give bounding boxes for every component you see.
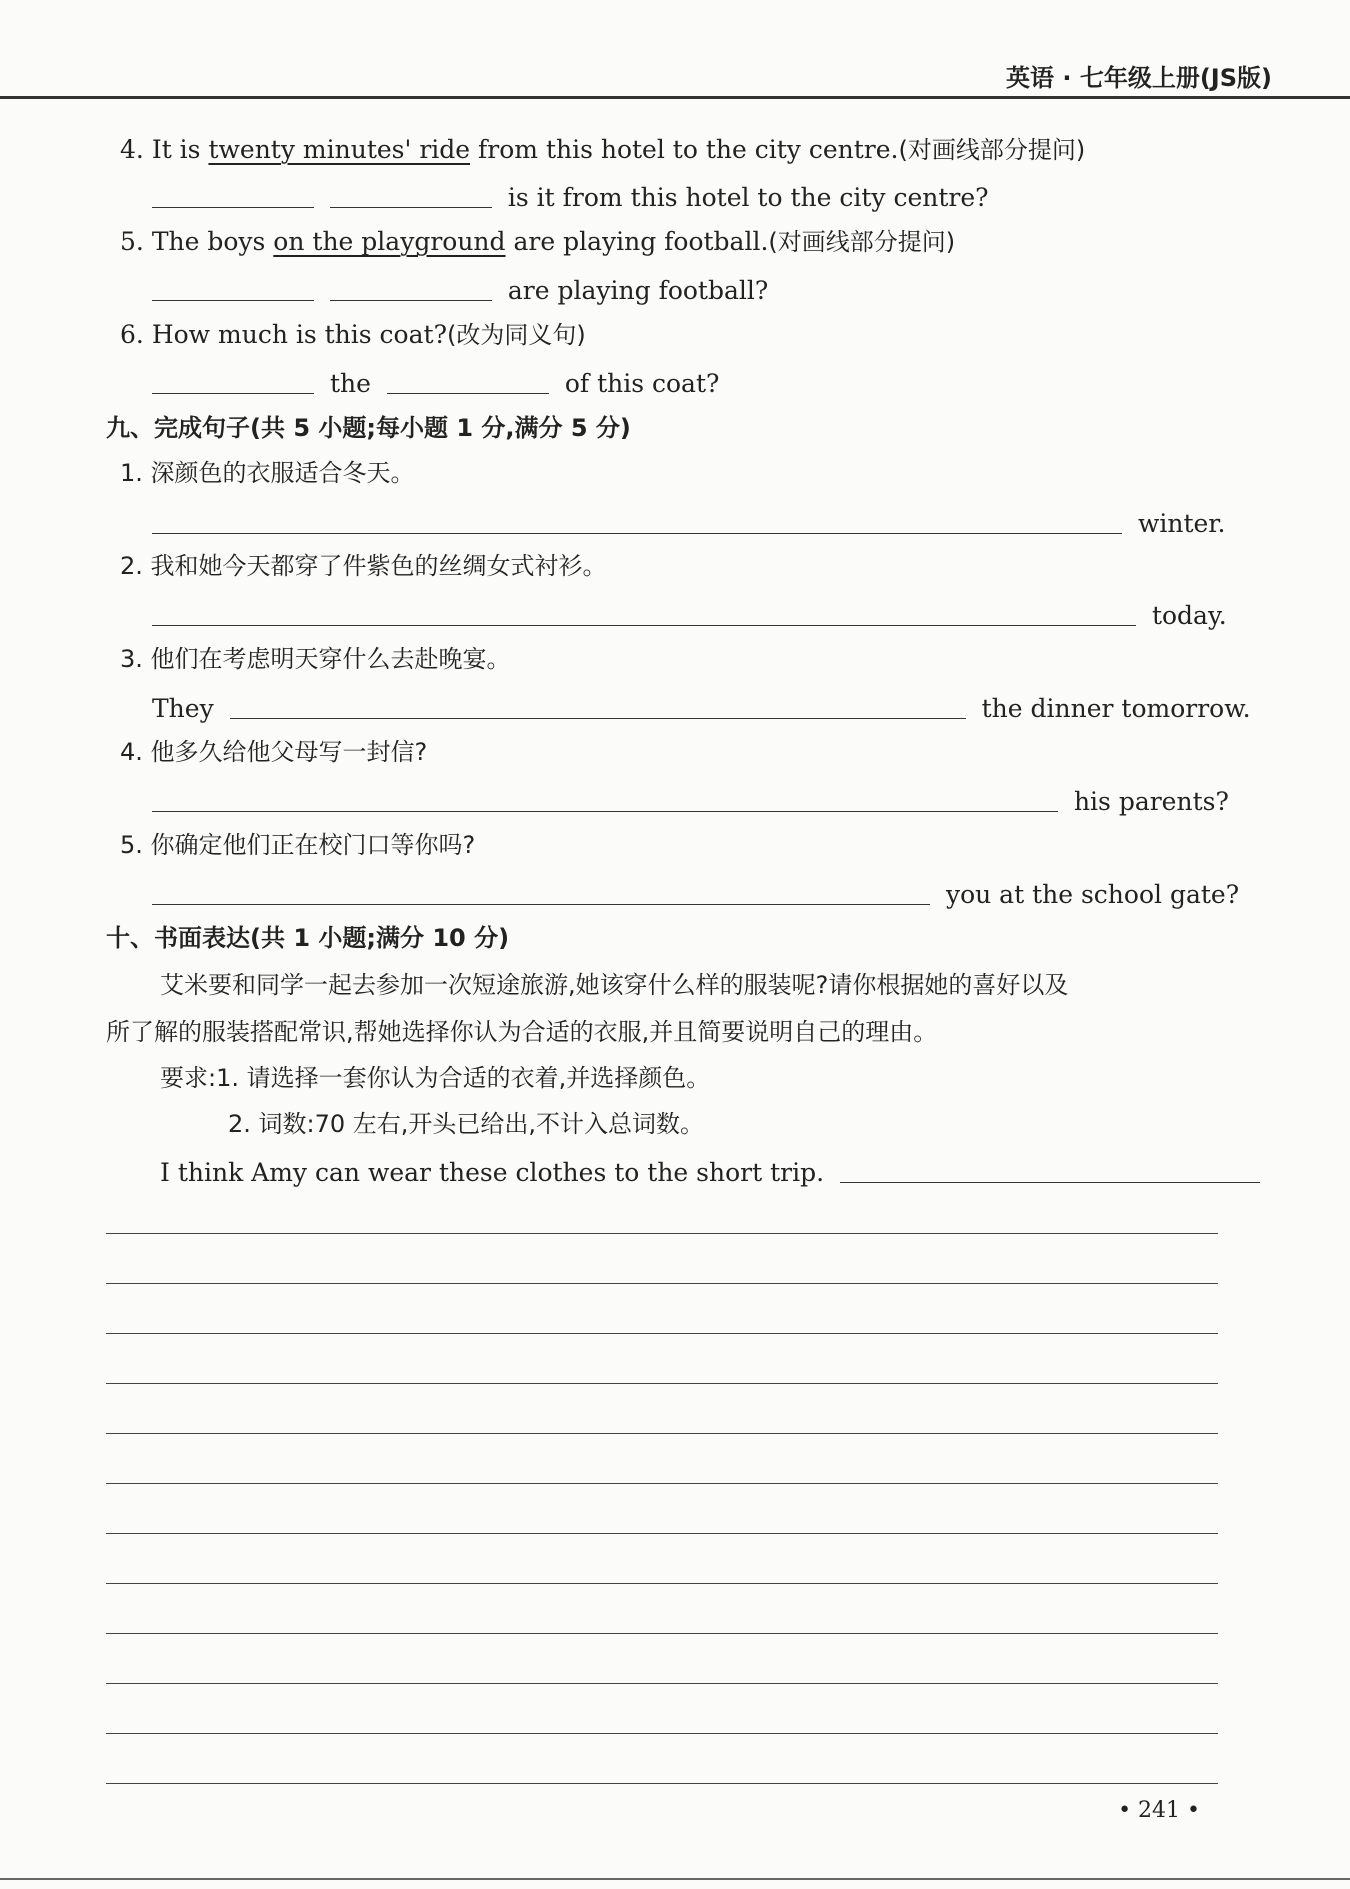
instruction: (改为同义句) (446, 321, 586, 349)
answer-blank[interactable] (330, 183, 492, 208)
answer-blank[interactable] (387, 369, 549, 394)
writing-line[interactable] (106, 1633, 1218, 1634)
answer-blank[interactable] (152, 276, 314, 301)
section-10-requirement-1: 要求:1. 请选择一套你认为合适的衣着,并选择颜色。 (160, 1064, 711, 1092)
section-9-item-4-answer: his parents? (152, 787, 1229, 814)
answer-blank[interactable] (840, 1158, 1260, 1183)
section-9-item-3-prompt: 3. 他们在考虑明天穿什么去赴晚宴。 (120, 645, 511, 673)
section-9-item-4-prompt: 4. 他多久给他父母写一封信? (120, 738, 428, 766)
writing-line[interactable] (106, 1483, 1218, 1484)
writing-line[interactable] (106, 1433, 1218, 1434)
page-number: • 241 • (1118, 1798, 1200, 1823)
answer-blank[interactable] (152, 509, 1122, 534)
question-8-5: 5. The boys on the playground are playing football.(对画线部分提问) (120, 227, 956, 256)
writing-line[interactable] (106, 1733, 1218, 1734)
question-8-4: 4. It is twenty minutes' ride from this hotel to the city centre.(对画线部分提问) (120, 135, 1086, 164)
writing-line[interactable] (106, 1783, 1218, 1784)
instruction: (对画线部分提问) (898, 136, 1086, 164)
answer-8-6: the of this coat? (152, 369, 719, 396)
instruction: (对画线部分提问) (768, 228, 956, 256)
answer-blank[interactable] (152, 369, 314, 394)
book-title: 英语 · 七年级上册(JS版) (1006, 64, 1272, 92)
section-9-item-3-answer: They the dinner tomorrow. (152, 694, 1251, 723)
answer-blank[interactable] (152, 880, 930, 905)
question-8-6: 6. How much is this coat?(改为同义句) (120, 320, 586, 349)
answer-blank[interactable] (330, 276, 492, 301)
section-9-item-2-answer: today. (152, 601, 1227, 628)
answer-blank[interactable] (152, 787, 1058, 812)
footer-rule (0, 1878, 1350, 1880)
section-10-paragraph-1: 艾米要和同学一起去参加一次短途旅游,她该穿什么样的服装呢?请你根据她的喜好以及 (160, 971, 1069, 999)
section-10-start-sentence: I think Amy can wear these clothes to the short trip. (160, 1158, 1260, 1185)
writing-line[interactable] (106, 1333, 1218, 1334)
section-9-item-2-prompt: 2. 我和她今天都穿了件紫色的丝绸女式衬衫。 (120, 552, 607, 580)
writing-line[interactable] (106, 1283, 1218, 1284)
answer-8-4: is it from this hotel to the city centre? (152, 183, 989, 210)
answer-8-5: are playing football? (152, 276, 768, 303)
writing-line[interactable] (106, 1583, 1218, 1584)
section-9-item-1-prompt: 1. 深颜色的衣服适合冬天。 (120, 459, 415, 487)
section-10-title: 十、书面表达(共 1 小题;满分 10 分) (106, 924, 510, 952)
section-10-paragraph-2: 所了解的服装搭配常识,帮她选择你认为合适的衣服,并且简要说明自己的理由。 (106, 1018, 938, 1046)
underlined-phrase: twenty minutes' ride (208, 135, 471, 164)
answer-blank[interactable] (230, 694, 966, 719)
answer-blank[interactable] (152, 601, 1136, 626)
page-header (0, 0, 1350, 100)
underlined-phrase: on the playground (273, 227, 506, 256)
writing-line[interactable] (106, 1383, 1218, 1384)
section-9-item-5-prompt: 5. 你确定他们正在校门口等你吗? (120, 831, 476, 859)
writing-line[interactable] (106, 1683, 1218, 1684)
answer-blank[interactable] (152, 183, 314, 208)
section-9-item-1-answer: winter. (152, 509, 1225, 536)
writing-line[interactable] (106, 1533, 1218, 1534)
section-9-title: 九、完成句子(共 5 小题;每小题 1 分,满分 5 分) (106, 414, 631, 442)
section-10-requirement-2: 2. 词数:70 左右,开头已给出,不计入总词数。 (228, 1110, 705, 1138)
section-9-item-5-answer: you at the school gate? (152, 880, 1239, 907)
writing-line[interactable] (106, 1233, 1218, 1234)
header-rule (0, 96, 1350, 99)
